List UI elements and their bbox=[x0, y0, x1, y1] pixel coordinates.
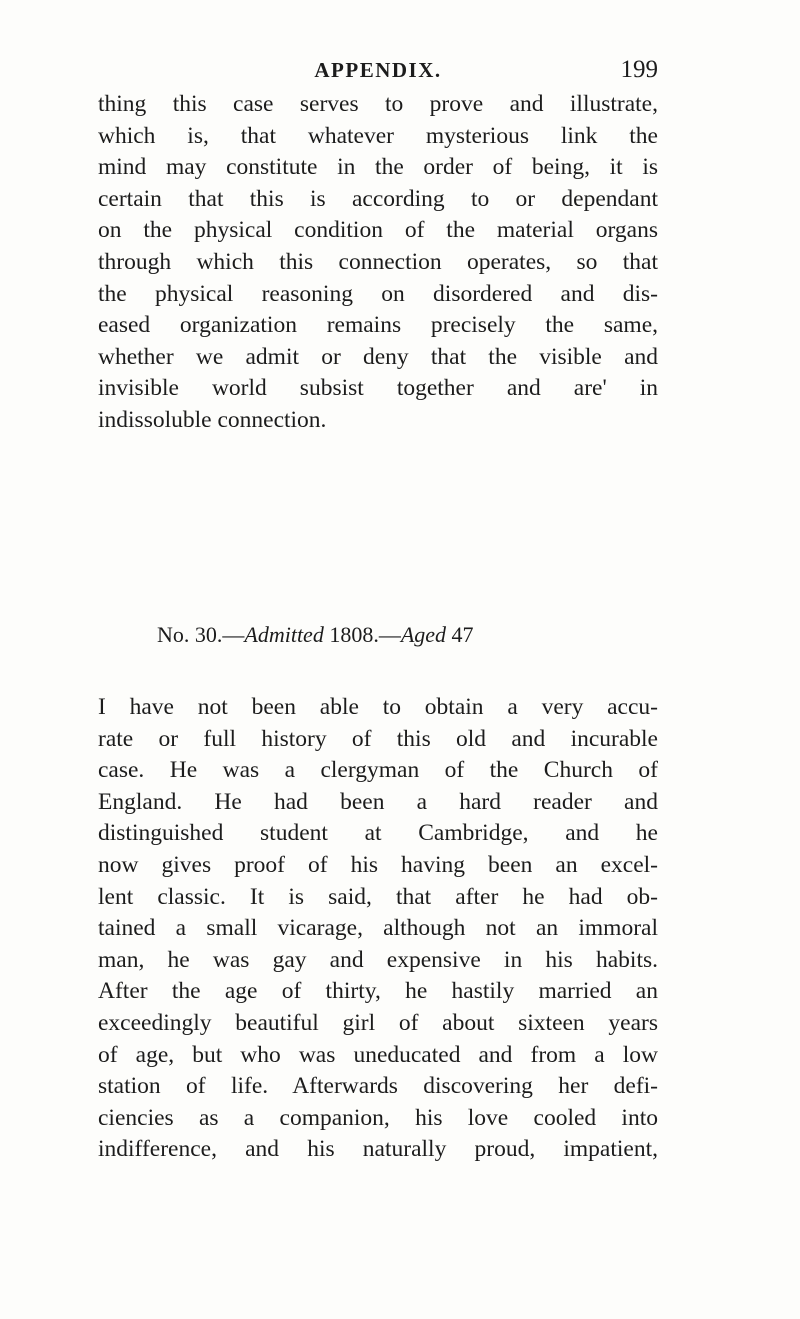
text-line: certain that this is according to or dependant bbox=[98, 185, 658, 212]
case-number: No. 30.— bbox=[157, 622, 245, 647]
text-line: which is, that whatever mysterious link the bbox=[98, 122, 658, 149]
running-head: APPENDIX. bbox=[314, 58, 442, 82]
case-year: 1808.— bbox=[323, 622, 401, 647]
text-line: now gives proof of his having been an excel- bbox=[98, 851, 658, 878]
page-number: 199 bbox=[620, 56, 658, 83]
text-line: distinguished student at Cambridge, and he bbox=[98, 820, 658, 847]
text-line: through which this connection operates, so that bbox=[98, 248, 658, 275]
case-aged-label: Aged bbox=[400, 622, 447, 647]
text-line: ciencies as a companion, his love cooled into bbox=[98, 1104, 658, 1131]
page-header bbox=[98, 58, 658, 88]
text-line: exceedingly beautiful girl of about sixteen years bbox=[98, 1009, 658, 1036]
paragraph-1 bbox=[98, 89, 658, 437]
case-age: 47 bbox=[446, 622, 474, 647]
text-line: on the physical condition of the material organs bbox=[98, 217, 658, 244]
text-line: indissoluble connection. bbox=[98, 406, 327, 433]
text-line: station of life. Afterwards discovering her defi- bbox=[98, 1073, 658, 1100]
text-line: whether we admit or deny that the visible and bbox=[98, 343, 658, 370]
text-line: indifference, and his naturally proud, impatient, bbox=[98, 1136, 658, 1163]
text-line: eased organization remains precisely the same, bbox=[98, 312, 658, 339]
text-line: mind may constitute in the order of being, it is bbox=[98, 154, 658, 181]
text-line: invisible world subsist together and are' in bbox=[98, 375, 658, 402]
case-heading bbox=[157, 622, 474, 648]
text-line: the physical reasoning on disordered and dis- bbox=[98, 280, 658, 307]
text-line: tained a small vicarage, although not an immoral bbox=[98, 915, 658, 942]
text-line: rate or full history of this old and incurable bbox=[98, 725, 658, 752]
text-line: lent classic. It is said, that after he had ob- bbox=[98, 883, 658, 910]
text-line: After the age of thirty, he hastily married an bbox=[98, 978, 658, 1005]
text-line: case. He was a clergyman of the Church of bbox=[98, 757, 658, 784]
text-line: man, he was gay and expensive in his habits. bbox=[98, 946, 658, 973]
paragraph-2 bbox=[98, 692, 658, 1166]
text-line: thing this case serves to prove and illustrate, bbox=[98, 91, 658, 117]
text-line: of age, but who was uneducated and from a low bbox=[98, 1041, 658, 1068]
text-line: England. He had been a hard reader and bbox=[98, 788, 658, 815]
text-line: I have not been able to obtain a very accu- bbox=[98, 694, 658, 720]
case-admitted-label: Admitted bbox=[244, 622, 324, 647]
